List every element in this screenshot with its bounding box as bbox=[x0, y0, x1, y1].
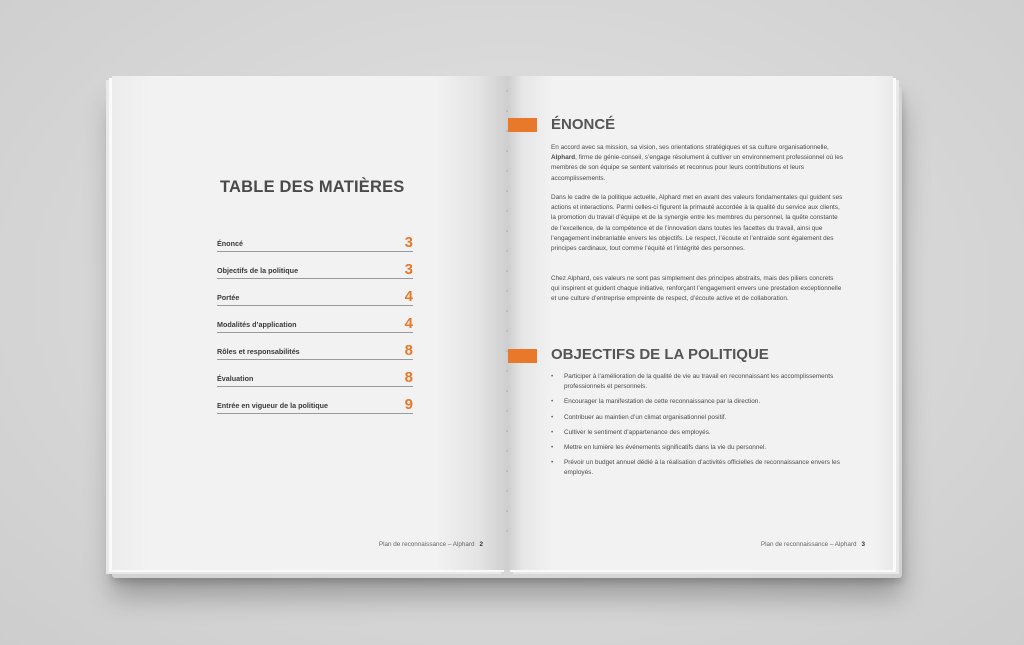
toc-entry-label: Énoncé bbox=[217, 239, 243, 248]
section-title-enonce: ÉNONCÉ bbox=[551, 116, 616, 133]
footer-text: Plan de reconnaissance – Alphard bbox=[378, 541, 475, 548]
toc-entry[interactable] bbox=[217, 361, 413, 387]
paragraph-intro bbox=[551, 143, 843, 184]
binding-holes bbox=[505, 90, 509, 560]
toc-entry-page: 3 bbox=[404, 234, 413, 251]
section-accent-bar bbox=[508, 349, 537, 363]
toc-entry[interactable] bbox=[217, 253, 413, 279]
toc-entry[interactable] bbox=[217, 307, 413, 333]
toc-entry[interactable] bbox=[217, 334, 413, 360]
paragraph-pillars: Chez Alphard, ces valeurs ne sont pas simplement des principes abstraits, mais des piliers concrets qui inspirent et guident chaque initiative, renforçant l’engagement envers une prestation exceptionnelle et une culture d’entreprise empreinte de respect, d’écoute active et de collaboration. bbox=[551, 275, 842, 303]
toc-entry[interactable] bbox=[217, 226, 413, 252]
toc-entry-label: Modalités d’application bbox=[217, 320, 297, 329]
right-page-footer bbox=[761, 541, 865, 548]
toc-entry-label: Entrée en vigueur de la politique bbox=[217, 401, 329, 410]
objective-item: • Participer à l’amélioration de la qualité de vie au travail en reconnaissant les accomplissements professionnels et personnels. bbox=[551, 372, 843, 392]
section-accent-bar bbox=[508, 118, 537, 132]
footer-text: Plan de reconnaissance – Alphard bbox=[760, 541, 857, 548]
left-page bbox=[112, 76, 507, 570]
toc-entry-label: Évaluation bbox=[217, 374, 254, 383]
page-number: 3 bbox=[861, 541, 865, 548]
objective-item: • Encourager la manifestation de cette reconnaissance par la direction. bbox=[551, 397, 843, 407]
toc-entry-page: 4 bbox=[404, 288, 413, 305]
toc-entry-label: Portée bbox=[217, 293, 240, 302]
objective-item: • Mettre en lumière les événements significatifs dans la vie du personnel. bbox=[551, 443, 843, 453]
toc-entry-label: Objectifs de la politique bbox=[217, 266, 299, 275]
objective-item: • Contribuer au maintien d’un climat organisationnel positif. bbox=[551, 413, 843, 423]
toc-entry-page: 9 bbox=[404, 396, 413, 413]
toc-entry-page: 4 bbox=[404, 315, 413, 332]
paragraph-values: Dans le cadre de la politique actuelle, Alphard met en avant des valeurs fondamentales qui guident ses actions et interactions. Parmi celles-ci figurent la primauté accordée à la qualité du service aux clients, la promotion du travail d’équipe et de la synergie entre les membres du personnel, la quête constante de l’excellence, de la compétence et de l’innovation dans toutes les facettes du travail, ainsi que l’engagement inébranlable envers les objectifs. Le respect, l’écoute et l’entraide sont également des principes cardinaux, tout comme l’équité et l’intégrité des personnes. bbox=[551, 194, 843, 253]
toc-entry[interactable] bbox=[217, 388, 413, 414]
toc-entry-page: 3 bbox=[404, 261, 413, 278]
objectives-list bbox=[551, 372, 843, 484]
toc-title: TABLE DES MATIÈRES bbox=[220, 178, 405, 196]
objective-item: • Cultiver le sentiment d’appartenance des employés. bbox=[551, 428, 843, 438]
toc-entry-page: 8 bbox=[404, 342, 413, 359]
table-of-contents bbox=[217, 226, 413, 415]
right-page bbox=[507, 76, 893, 570]
page-number: 2 bbox=[479, 541, 483, 548]
paragraph-text: En accord avec sa mission, sa vision, ses orientations stratégiques et sa culture organisationnelle, bbox=[551, 144, 829, 151]
company-name: Alphard bbox=[551, 154, 576, 162]
toc-entry-page: 8 bbox=[404, 369, 413, 386]
toc-entry[interactable] bbox=[217, 280, 413, 306]
left-page-footer bbox=[379, 541, 483, 548]
objective-item: • Prévoir un budget annuel dédié à la réalisation d’activités officielles de reconnaissance envers les employés. bbox=[551, 458, 843, 478]
toc-entry-label: Rôles et responsabilités bbox=[217, 347, 300, 356]
section-title-objectifs: OBJECTIFS DE LA POLITIQUE bbox=[551, 346, 769, 363]
paragraph-text: , firme de génie-conseil, s’engage résolument à cultiver un environnement professionnel où les membres de son équipe se sentent valorisés et reconnus pour leurs contributions et leurs accomplissements. bbox=[551, 154, 844, 182]
